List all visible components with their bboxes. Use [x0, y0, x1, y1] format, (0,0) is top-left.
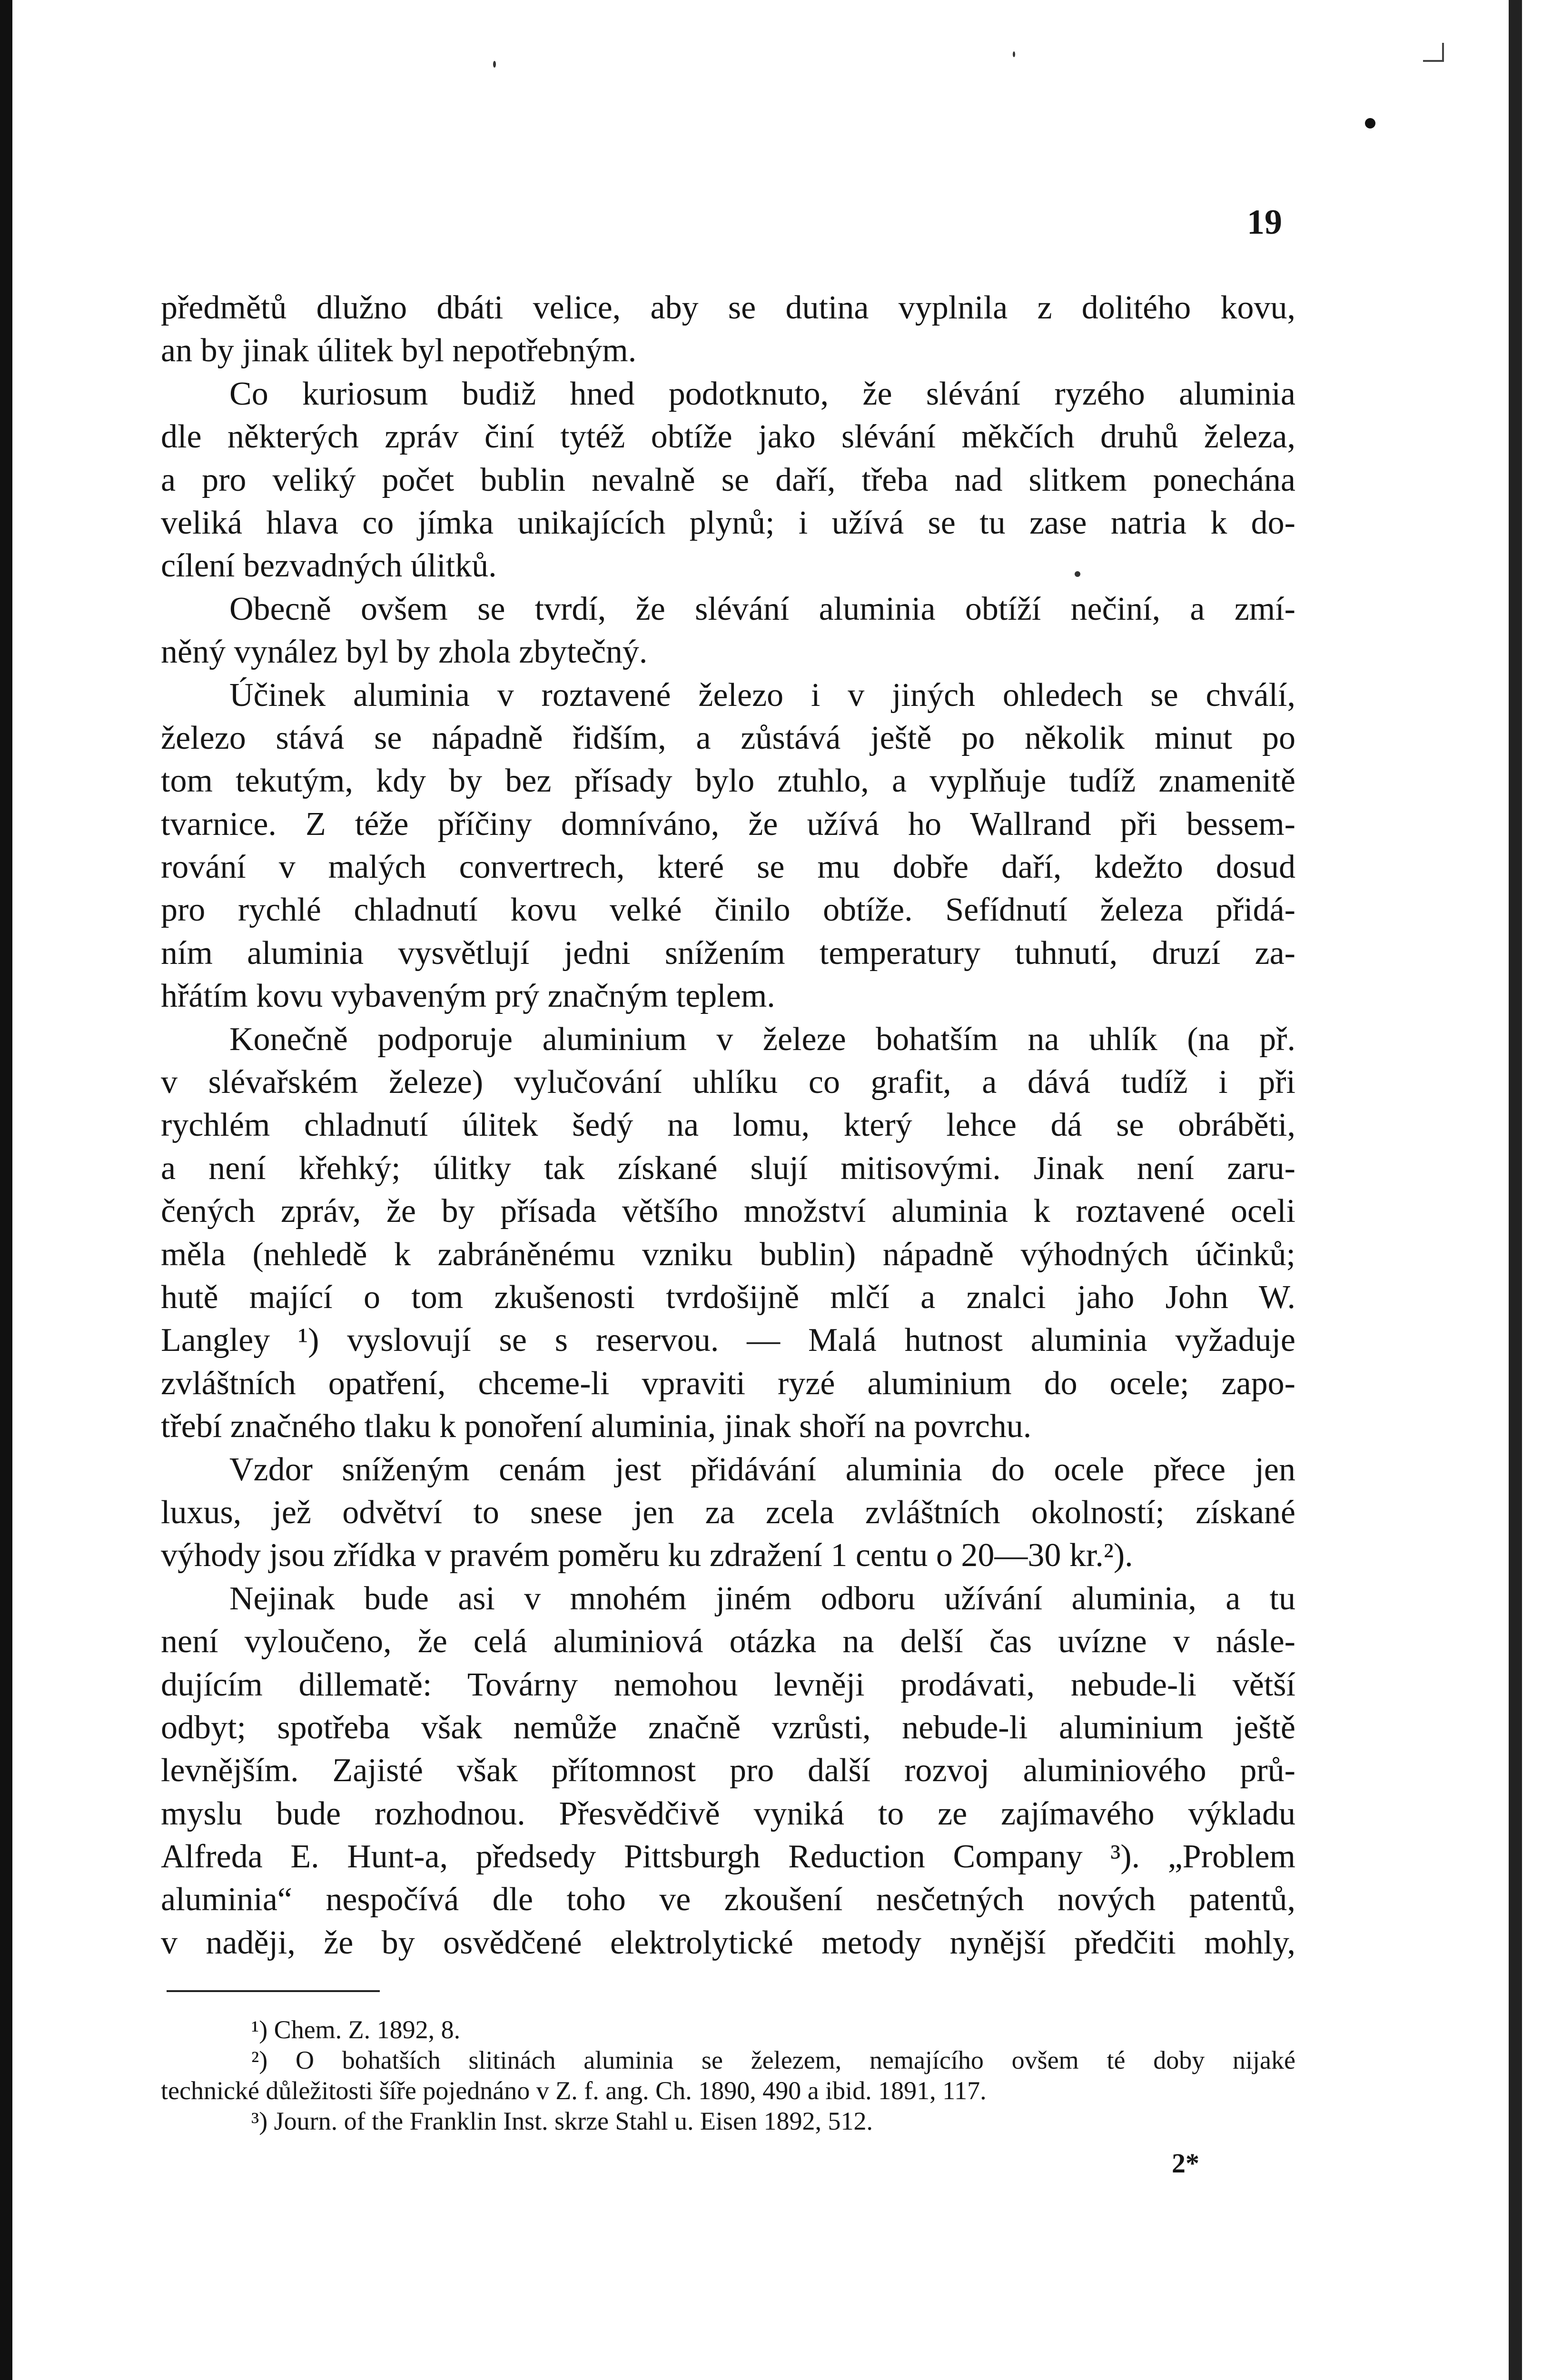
signature-mark: 2* [1172, 2148, 1199, 2179]
body-line: an by jinak úlitek byl nepotřebným. [161, 332, 637, 369]
body-line: Nejinak bude asi v mnohém jiném odboru užívání aluminia, a tu [229, 1580, 1295, 1617]
body-line: čených zpráv, že by přísada většího množství aluminia k roztavené oceli [161, 1193, 1295, 1230]
body-line: levnějším. Zajisté však přítomnost pro další rozvoj aluminiového prů- [161, 1752, 1295, 1789]
body-line: veliká hlava co jímka unikajících plynů; i užívá se tu zase natria k do- [161, 504, 1295, 541]
body-line: Obecně ovšem se tvrdí, že slévání aluminia obtíží nečiní, a zmí- [229, 590, 1295, 627]
footnotes [161, 2014, 1295, 2136]
footnote-divider [167, 1990, 380, 1992]
footnote-2: ²) O bohatších slitinách aluminia se železem, nemajícího ovšem té doby nijaké [251, 2046, 1295, 2074]
body-line: Konečně podporuje aluminium v železe bohatším na uhlík (na př. [229, 1021, 1295, 1058]
body-line: třebí značného tlaku k ponoření aluminia, jinak shoří na povrchu. [161, 1408, 1032, 1445]
footnote-1: ¹) Chem. Z. 1892, 8. [251, 2015, 461, 2044]
body-line: myslu bude rozhodnou. Přesvědčivě vyniká to ze zajímavého výkladu [161, 1795, 1295, 1832]
body-line: pro rychlé chladnutí kovu velké činilo obtíže. Sefídnutí železa přidá- [161, 892, 1295, 929]
scan-corner-mark [1423, 43, 1444, 62]
body-line: Účinek aluminia v roztavené železo i v jiných ohledech se chválí, [229, 676, 1295, 714]
body-line: a není křehký; úlitky tak získané slují mitisovými. Jinak není zaru- [161, 1150, 1295, 1187]
body-line: rování v malých convertrech, které se mu dobře daří, kdežto dosud [161, 849, 1295, 886]
body-line: Vzdor sníženým cenám jest přidávání aluminia do ocele přece jen [229, 1451, 1295, 1488]
scan-speck [1013, 51, 1015, 57]
scan-border-right [1509, 0, 1522, 2380]
body-line: dujícím dillematě: Továrny nemohou levněji prodávati, nebude-li větší [161, 1666, 1295, 1703]
scan-speck [493, 61, 496, 68]
body-line: výhody jsou zřídka v pravém poměru ku zdražení 1 centu o 20—30 kr.²). [161, 1537, 1133, 1574]
body-line: tvarnice. Z téže příčiny domníváno, že užívá ho Wallrand při bessem- [161, 805, 1295, 843]
body-line: a pro veliký počet bublin nevalně se daří, třeba nad slitkem ponechána [161, 461, 1295, 498]
footnote-2-continuation: technické důležitosti šíře pojednáno v Z. f. ang. Ch. 1890, 490 a ibid. 1891, 117. [161, 2076, 987, 2105]
body-line: hřátím kovu vybaveným prý značným teplem. [161, 978, 775, 1015]
body-line: zvláštních opatření, chceme-li vpraviti ryzé aluminium do ocele; zapo- [161, 1365, 1295, 1402]
body-line: něný vynález byl by zhola zbytečný. [161, 634, 648, 671]
body-line: luxus, jež odvětví to snese jen za zcela zvláštních okolností; získané [161, 1494, 1295, 1531]
page-number: 19 [1247, 203, 1282, 242]
body-line: železo stává se nápadně řidším, a zůstává ještě po několik minut po [161, 719, 1295, 756]
body-line: Langley ¹) vyslovují se s reservou. — Malá hutnost aluminia vyžaduje [161, 1322, 1295, 1359]
body-line: Alfreda E. Hunt-a, předsedy Pittsburgh Reduction Company ³). „Problem [161, 1838, 1295, 1875]
body-text [161, 287, 1295, 1964]
body-line: v naději, že by osvědčené elektrolytické metody nynější předčiti mohly, [161, 1924, 1295, 1961]
body-line: není vyloučeno, že celá aluminiová otázka na delší čas uvízne v násle- [161, 1623, 1295, 1660]
body-line: ním aluminia vysvětlují jedni snížením temperatury tuhnutí, druzí za- [161, 934, 1295, 972]
body-line: aluminia“ nespočívá dle toho ve zkoušení nesčetných nových patentů, [161, 1881, 1295, 1918]
body-line: tom tekutým, kdy by bez přísady bylo ztuhlo, a vyplňuje tudíž znamenitě [161, 763, 1295, 800]
scan-page-edge [1522, 0, 1542, 2380]
footnote-3: ³) Journ. of the Franklin Inst. skrze Stahl u. Eisen 1892, 512. [251, 2107, 873, 2135]
body-line: Co kuriosum budiž hned podotknuto, že slévání ryzého aluminia [229, 375, 1295, 412]
body-line: dle některých zpráv činí tytéž obtíže jako slévání měkčích druhů železa, [161, 418, 1295, 456]
body-line: rychlém chladnutí úlitek šedý na lomu, který lehce dá se obráběti, [161, 1107, 1295, 1144]
body-line: v slévařském železe) vylučování uhlíku co grafit, a dává tudíž i při [161, 1064, 1295, 1101]
scan-border-left [0, 0, 12, 2380]
body-line: předmětů dlužno dbáti velice, aby se dutina vyplnila z dolitého kovu, [161, 289, 1295, 326]
body-line: odbyt; spotřeba však nemůže značně vzrůsti, nebude-li aluminium ještě [161, 1709, 1295, 1746]
body-line: měla (nehledě k zabráněnému vzniku bublin) nápadně výhodných účinků; [161, 1236, 1295, 1273]
body-line: cílení bezvadných úlitků. [161, 547, 497, 585]
body-line: hutě mající o tom zkušenosti tvrdošijně mlčí a znalci jaho John W. [161, 1279, 1295, 1316]
scan-dot-mark [1365, 118, 1375, 129]
